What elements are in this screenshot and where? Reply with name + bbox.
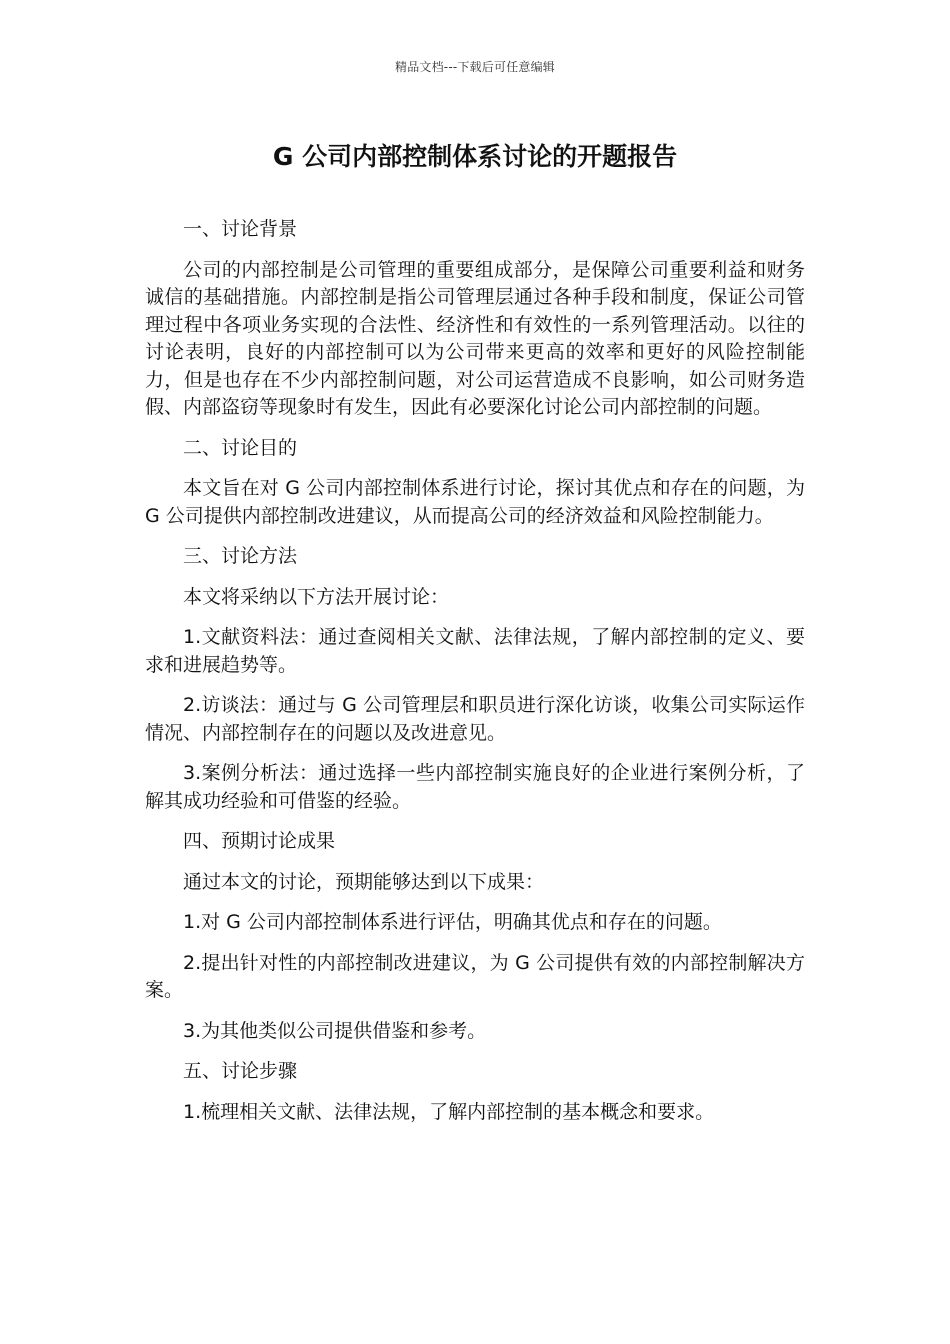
paragraph-method-intro: 本文将采纳以下方法开展讨论： [183, 585, 450, 608]
section-heading-steps: 五、讨论步骤 [183, 1060, 298, 1082]
list-item-method-2: 2.访谈法：通过与 G 公司管理层和职员进行深化访谈，收集公司实际运作情况、内部控制存在的问题以及改进意见。 [145, 694, 805, 744]
list-item-step-1: 1.梳理相关文献、法律法规，了解内部控制的基本概念和要求。 [183, 1100, 715, 1123]
paragraph-purpose: 本文旨在对 G 公司内部控制体系进行讨论，探讨其优点和存在的问题，为 G 公司提供内部控制改进建议，从而提高公司的经济效益和风险控制能力。 [145, 477, 805, 527]
section-heading-outcomes: 四、预期讨论成果 [183, 830, 336, 852]
list-item-method-3: 3.案例分析法：通过选择一些内部控制实施良好的企业进行案例分析，了解其成功经验和可借鉴的经验。 [145, 762, 805, 812]
paragraph-background: 公司的内部控制是公司管理的重要组成部分，是保障公司重要利益和财务诚信的基础措施。内部控制是指公司管理层通过各种手段和制度，保证公司管理过程中各项业务实现的合法性、经济性和有效性的一系列管理活动。以往的讨论表明，良好的内部控制可以为公司带来更高的效率和更好的风险控制能力，但是也存在不少内部控制问题，对公司运营造成不良影响，如公司财务造假、内部盗窃等现象时有发生，因此有必要深化讨论公司内部控制的问题。 [145, 258, 805, 418]
document-title: G 公司内部控制体系讨论的开题报告 [272, 142, 678, 171]
list-item-outcome-1: 1.对 G 公司内部控制体系进行评估，明确其优点和存在的问题。 [183, 911, 722, 933]
list-item-outcome-2: 2.提出针对性的内部控制改进建议，为 G 公司提供有效的内部控制解决方案。 [145, 951, 805, 1001]
header-note: 精品文档---下载后可任意编辑 [395, 60, 555, 74]
list-item-outcome-3: 3.为其他类似公司提供借鉴和参考。 [183, 1019, 487, 1042]
section-heading-background: 一、讨论背景 [183, 218, 298, 240]
document-body [145, 216, 805, 1139]
section-heading-method: 三、讨论方法 [183, 545, 298, 567]
section-heading-purpose: 二、讨论目的 [183, 436, 298, 459]
paragraph-outcomes-intro: 通过本文的讨论，预期能够达到以下成果： [183, 870, 545, 893]
list-item-method-1: 1.文献资料法：通过查阅相关文献、法律法规，了解内部控制的定义、要求和进展趋势等。 [145, 626, 805, 676]
